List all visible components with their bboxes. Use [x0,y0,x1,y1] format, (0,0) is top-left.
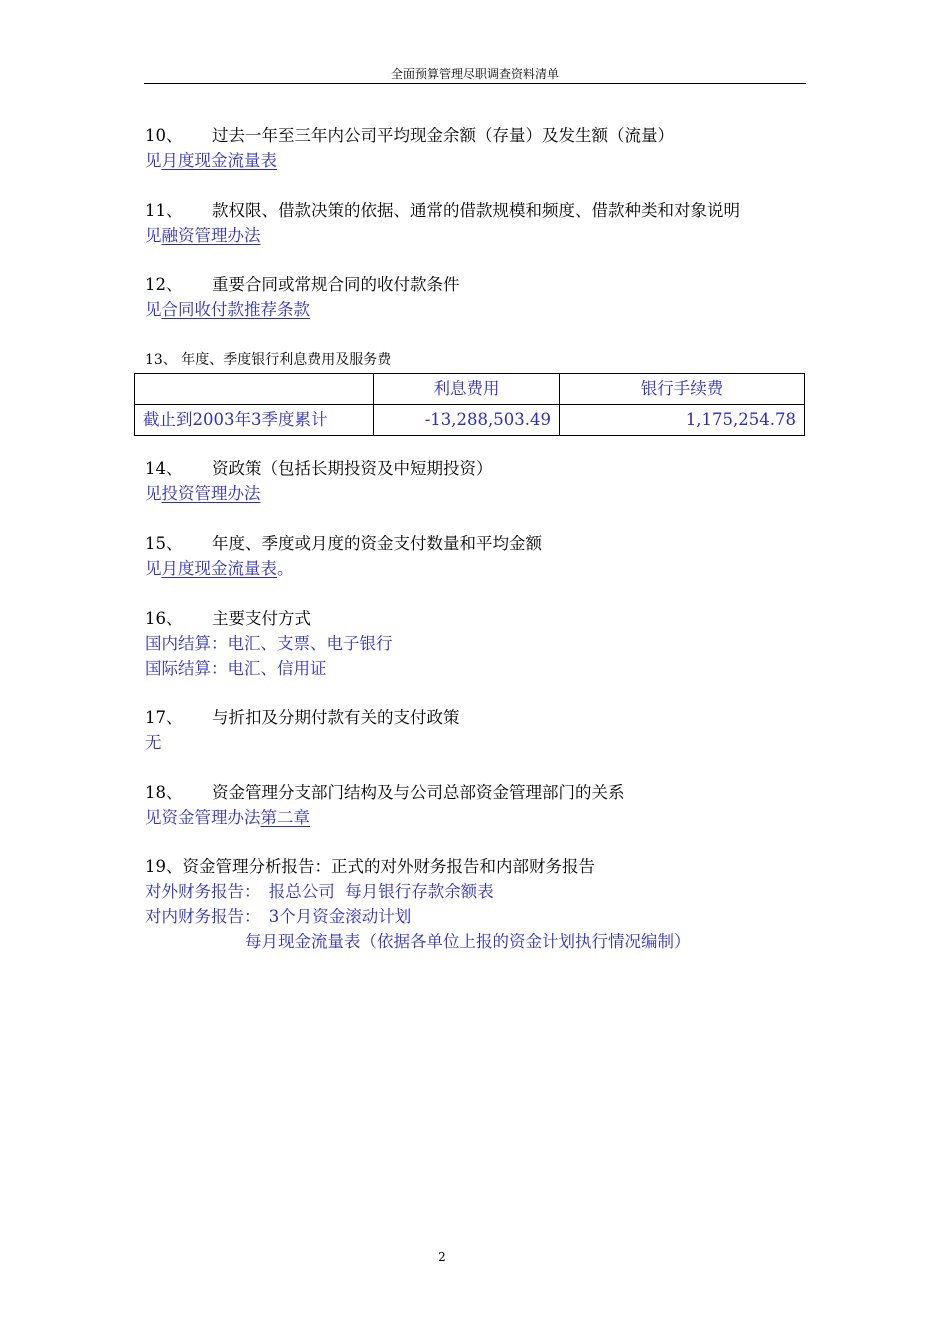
item-14-title [145,458,493,480]
table-header-cell: 银行手续费 [560,374,805,405]
item-16-title [145,608,311,630]
answer-prefix: 见 [145,559,162,578]
table-cell: 截止到2003年3季度累计 [135,405,374,436]
item-15-answer [145,558,294,580]
item-12-answer [145,299,310,321]
item-number: 12、 [145,275,183,294]
answer-suffix: 。 [277,559,294,578]
answer-link[interactable]: 第二章 [260,808,310,827]
item-10-title [145,125,674,147]
answer-prefix: 见资金管理办法 [145,808,261,827]
item-title: 资政策（包括长期投资及中短期投资） [212,459,493,478]
table-header-cell [135,374,374,405]
item-12-title [145,274,460,296]
item-title: 款权限、借款决策的依据、通常的借款规模和频度、借款种类和对象说明 [212,201,740,220]
item-15-title [145,533,542,555]
item-number: 18、 [145,783,183,802]
item-title: 资金管理分支部门结构及与公司总部资金管理部门的关系 [212,783,625,802]
page-header: 全面预算管理尽职调查资料清单 [390,67,559,81]
item-19-internal-report: 对内财务报告： 3个月资金滚动计划 [145,907,412,926]
item-19-title: 19、资金管理分析报告：正式的对外财务报告和内部财务报告 [145,857,595,876]
item-10-answer [145,150,277,172]
item-title: 重要合同或常规合同的收付款条件 [212,275,460,294]
table-header-cell: 利息费用 [374,374,560,405]
header-rule [144,83,806,84]
item-16-answer-international: 国际结算：电汇、信用证 [145,659,327,678]
table-header-row [135,374,805,405]
item-number: 14、 [145,459,183,478]
answer-link[interactable]: 月度现金流量表 [161,151,277,170]
item-number: 10、 [145,126,183,145]
item-title: 主要支付方式 [212,609,311,628]
table-cell: -13,288,503.49 [374,405,560,436]
answer-link[interactable]: 投资管理办法 [161,484,261,503]
item-19-external-report: 对外财务报告： 报总公司 每月银行存款余额表 [145,882,494,901]
item-title: 年度、季度或月度的资金支付数量和平均金额 [212,534,542,553]
answer-link[interactable]: 合同收付款推荐条款 [161,300,310,319]
item-title: 与折扣及分期付款有关的支付政策 [212,708,460,727]
item-11-answer [145,225,261,247]
page-number: 2 [438,1250,446,1264]
table-cell: 1,175,254.78 [560,405,805,436]
item-13-title: 13、 年度、季度银行利息费用及服务费 [145,352,392,368]
answer-prefix: 见 [145,484,162,503]
item-11-title [145,200,740,222]
item-number: 11、 [145,201,183,220]
answer-prefix: 见 [145,151,162,170]
answer-prefix: 见 [145,300,162,319]
item-16-answer-domestic: 国内结算：电汇、支票、电子银行 [145,634,393,653]
answer-link[interactable]: 融资管理办法 [161,226,261,245]
table-row [135,405,805,436]
item-19-internal-report-cont: 每月现金流量表（依据各单位上报的资金计划执行情况编制） [245,932,691,951]
item-14-answer [145,483,261,505]
item-18-title [145,782,625,804]
item-title: 过去一年至三年内公司平均现金余额（存量）及发生额（流量） [212,126,674,145]
item-number: 16、 [145,609,183,628]
item-number: 17、 [145,708,183,727]
answer-link[interactable]: 月度现金流量表 [161,559,277,578]
answer-prefix: 见 [145,226,162,245]
item-17-title [145,707,460,729]
item-number: 15、 [145,534,183,553]
bank-fee-table [134,373,805,436]
item-17-answer: 无 [145,733,162,752]
item-18-answer [145,807,310,829]
